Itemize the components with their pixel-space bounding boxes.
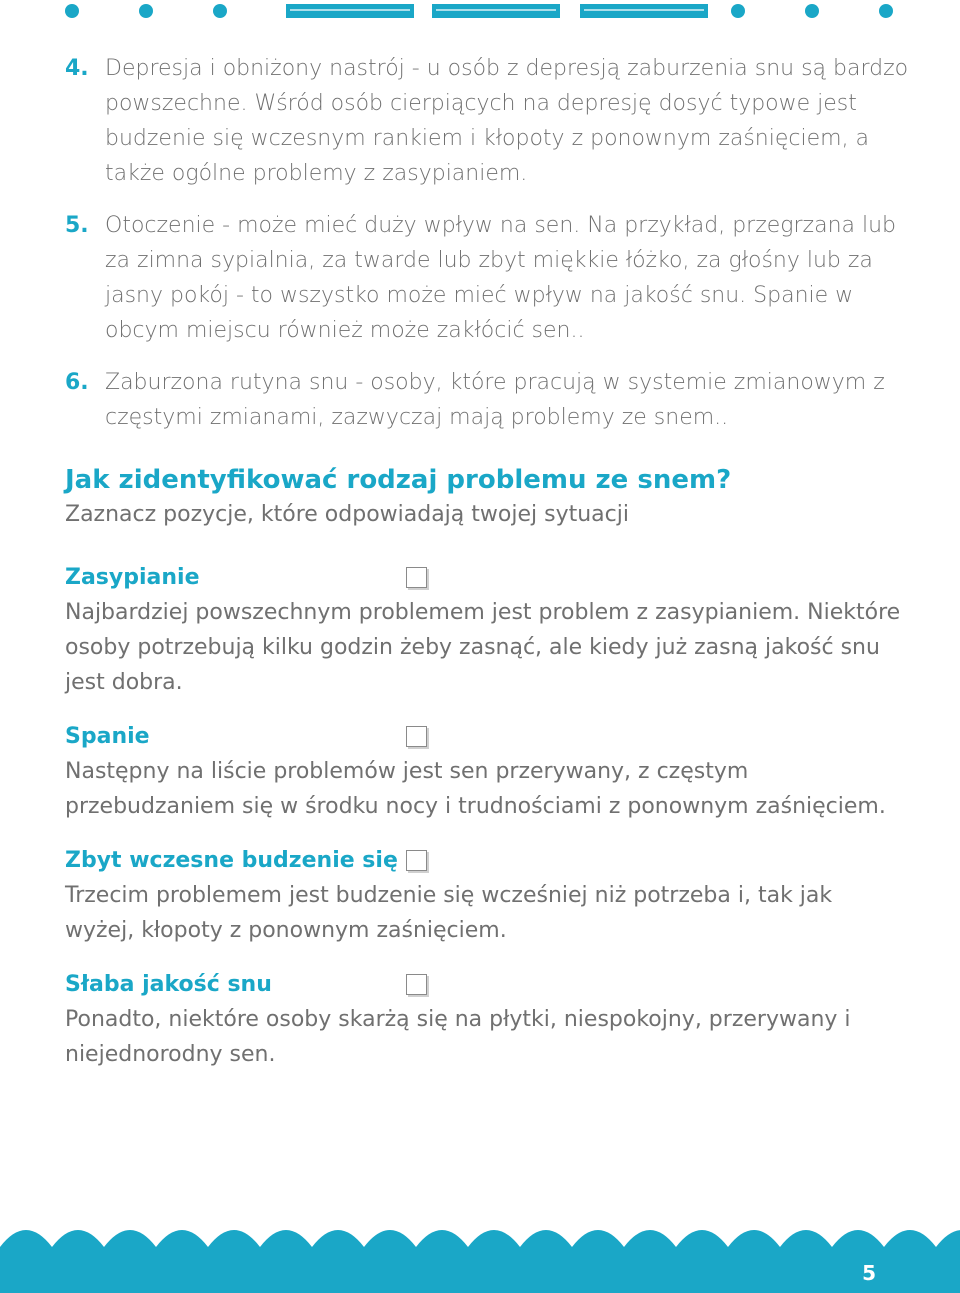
category-description: Najbardziej powszechnym problemem jest problem z zasypianiem. Niektóre osoby potrzebują kilku godzin żeby zasnąć, ale kiedy już zasną jakość snu jest dobra.	[65, 600, 901, 695]
section-heading: Jak zidentyfikować rodzaj problemu ze snem?	[65, 465, 732, 495]
category-description: Trzecim problemem jest budzenie się wcześniej niż potrzeba i, tak jak wyżej, kłopoty z ponownym zaśnięciem.	[65, 883, 833, 943]
category-checkbox[interactable]	[406, 974, 427, 995]
category-title: Zasypianie	[65, 565, 200, 590]
category-header	[65, 720, 915, 754]
category-spanie	[65, 720, 915, 824]
top-decoration	[0, 0, 960, 24]
category-zasypianie	[65, 561, 915, 700]
section-subtitle: Zaznacz pozycje, które odpowiadają twojej sytuacji	[65, 502, 629, 527]
category-title: Słaba jakość snu	[65, 972, 272, 997]
numbered-item-5	[65, 208, 915, 348]
category-checkbox[interactable]	[406, 567, 427, 588]
category-header	[65, 968, 915, 1002]
item-text: Otoczenie - może mieć duży wpływ na sen. Na przykład, przegrzana lub za zimna sypialnia, za twarde lub zbyt miękkie łóżko, za głośny lub za jasny pokój - to wszystko może mieć wpływ na jakość snu. Spanie w obcym miejscu również może zakłócić sen..	[105, 213, 897, 343]
category-checkbox[interactable]	[406, 726, 427, 747]
category-slaba-jakosc-snu	[65, 968, 915, 1072]
item-text: Depresja i obniżony nastrój - u osób z depresją zaburzenia snu są bardzo powszechne. Wśród osób cierpiących na depresję dosyć typowe jest budzenie się wczesnym rankiem i kłopoty z ponownym zaśnięciem, a także ogólne problemy z zasypianiem.	[105, 56, 909, 186]
page-number: 5	[862, 1261, 876, 1285]
category-title: Spanie	[65, 724, 150, 749]
category-zbyt-wczesne-budzenie	[65, 844, 915, 948]
category-description: Następny na liście problemów jest sen przerywany, z częstym przebudzaniem się w środku nocy i trudnościami z ponownym zaśnięciem.	[65, 759, 886, 819]
item-text: Zaburzona rutyna snu - osoby, które pracują w systemie zmianowym z częstymi zmianami, zazwyczaj mają problemy ze snem..	[105, 370, 885, 430]
category-header	[65, 844, 915, 878]
bottom-wave-decoration	[0, 1215, 960, 1293]
category-description: Ponadto, niektóre osoby skarżą się na płytki, niespokojny, przerywany i niejednorodny sen.	[65, 1007, 851, 1067]
category-checkbox[interactable]	[406, 850, 427, 871]
category-header	[65, 561, 915, 595]
item-number: 4.	[65, 56, 89, 81]
numbered-item-6	[65, 365, 915, 435]
item-number: 5.	[65, 213, 89, 238]
numbered-item-4	[65, 51, 915, 191]
page-content	[65, 48, 915, 1072]
item-number: 6.	[65, 370, 89, 395]
category-title: Zbyt wczesne budzenie się	[65, 848, 398, 873]
